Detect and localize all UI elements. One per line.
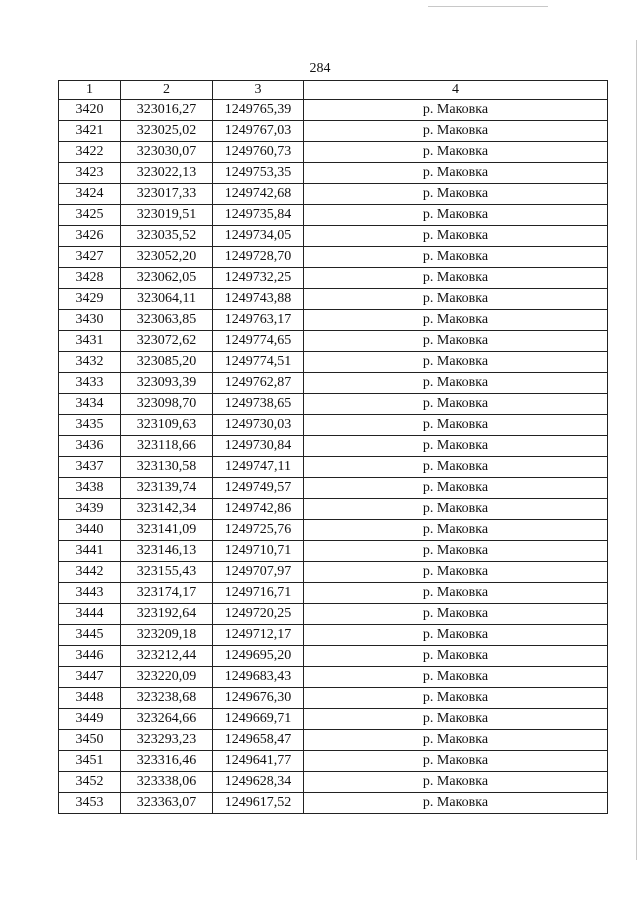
table-row — [59, 289, 608, 310]
cell-point-number: 3428 — [59, 268, 121, 289]
cell-point-number: 3448 — [59, 688, 121, 709]
cell-object-name: р. Маковка — [304, 772, 608, 793]
cell-object-name: р. Маковка — [304, 541, 608, 562]
table-row — [59, 163, 608, 184]
cell-x-coordinate: 323316,46 — [121, 751, 213, 772]
cell-object-name: р. Маковка — [304, 583, 608, 604]
cell-y-coordinate: 1249641,77 — [213, 751, 304, 772]
column-header-3: 3 — [213, 81, 304, 100]
cell-y-coordinate: 1249730,84 — [213, 436, 304, 457]
cell-y-coordinate: 1249749,57 — [213, 478, 304, 499]
cell-y-coordinate: 1249695,20 — [213, 646, 304, 667]
cell-y-coordinate: 1249720,25 — [213, 604, 304, 625]
table-row — [59, 394, 608, 415]
table-row — [59, 373, 608, 394]
cell-x-coordinate: 323209,18 — [121, 625, 213, 646]
cell-point-number: 3444 — [59, 604, 121, 625]
cell-point-number: 3421 — [59, 121, 121, 142]
table-row — [59, 583, 608, 604]
cell-y-coordinate: 1249742,86 — [213, 499, 304, 520]
column-header-4: 4 — [304, 81, 608, 100]
cell-y-coordinate: 1249710,71 — [213, 541, 304, 562]
cell-x-coordinate: 323030,07 — [121, 142, 213, 163]
cell-x-coordinate: 323142,34 — [121, 499, 213, 520]
cell-y-coordinate: 1249669,71 — [213, 709, 304, 730]
cell-point-number: 3438 — [59, 478, 121, 499]
table-row — [59, 604, 608, 625]
cell-x-coordinate: 323072,62 — [121, 331, 213, 352]
cell-object-name: р. Маковка — [304, 226, 608, 247]
table-row — [59, 184, 608, 205]
scan-edge-mark-right — [636, 40, 637, 860]
cell-point-number: 3433 — [59, 373, 121, 394]
table-row — [59, 226, 608, 247]
cell-object-name: р. Маковка — [304, 646, 608, 667]
table-row — [59, 331, 608, 352]
cell-x-coordinate: 323064,11 — [121, 289, 213, 310]
cell-object-name: р. Маковка — [304, 352, 608, 373]
table-row — [59, 667, 608, 688]
cell-y-coordinate: 1249716,71 — [213, 583, 304, 604]
cell-object-name: р. Маковка — [304, 142, 608, 163]
cell-y-coordinate: 1249628,34 — [213, 772, 304, 793]
cell-point-number: 3436 — [59, 436, 121, 457]
cell-point-number: 3440 — [59, 520, 121, 541]
cell-x-coordinate: 323035,52 — [121, 226, 213, 247]
table-row — [59, 646, 608, 667]
cell-point-number: 3424 — [59, 184, 121, 205]
table-row — [59, 478, 608, 499]
cell-y-coordinate: 1249735,84 — [213, 205, 304, 226]
table-row — [59, 247, 608, 268]
scan-edge-mark-top — [428, 6, 548, 7]
cell-y-coordinate: 1249760,73 — [213, 142, 304, 163]
cell-y-coordinate: 1249774,65 — [213, 331, 304, 352]
coordinates-table — [58, 80, 608, 814]
table-row — [59, 730, 608, 751]
cell-y-coordinate: 1249725,76 — [213, 520, 304, 541]
page-number: 284 — [309, 61, 331, 76]
table-row — [59, 751, 608, 772]
cell-point-number: 3427 — [59, 247, 121, 268]
cell-point-number: 3439 — [59, 499, 121, 520]
cell-y-coordinate: 1249753,35 — [213, 163, 304, 184]
cell-x-coordinate: 323363,07 — [121, 793, 213, 814]
cell-point-number: 3451 — [59, 751, 121, 772]
cell-point-number: 3450 — [59, 730, 121, 751]
table-row — [59, 415, 608, 436]
cell-object-name: р. Маковка — [304, 520, 608, 541]
cell-object-name: р. Маковка — [304, 499, 608, 520]
cell-x-coordinate: 323025,02 — [121, 121, 213, 142]
cell-x-coordinate: 323130,58 — [121, 457, 213, 478]
cell-y-coordinate: 1249747,11 — [213, 457, 304, 478]
cell-object-name: р. Маковка — [304, 667, 608, 688]
cell-y-coordinate: 1249774,51 — [213, 352, 304, 373]
cell-point-number: 3432 — [59, 352, 121, 373]
cell-x-coordinate: 323238,68 — [121, 688, 213, 709]
cell-object-name: р. Маковка — [304, 331, 608, 352]
cell-object-name: р. Маковка — [304, 373, 608, 394]
cell-x-coordinate: 323085,20 — [121, 352, 213, 373]
cell-x-coordinate: 323155,43 — [121, 562, 213, 583]
cell-object-name: р. Маковка — [304, 121, 608, 142]
cell-y-coordinate: 1249738,65 — [213, 394, 304, 415]
cell-object-name: р. Маковка — [304, 394, 608, 415]
cell-object-name: р. Маковка — [304, 478, 608, 499]
cell-x-coordinate: 323109,63 — [121, 415, 213, 436]
table-row — [59, 625, 608, 646]
cell-y-coordinate: 1249728,70 — [213, 247, 304, 268]
cell-point-number: 3423 — [59, 163, 121, 184]
cell-x-coordinate: 323139,74 — [121, 478, 213, 499]
cell-point-number: 3449 — [59, 709, 121, 730]
cell-x-coordinate: 323022,13 — [121, 163, 213, 184]
cell-y-coordinate: 1249730,03 — [213, 415, 304, 436]
cell-y-coordinate: 1249676,30 — [213, 688, 304, 709]
table-row — [59, 793, 608, 814]
cell-object-name: р. Маковка — [304, 625, 608, 646]
cell-object-name: р. Маковка — [304, 709, 608, 730]
cell-point-number: 3442 — [59, 562, 121, 583]
cell-y-coordinate: 1249734,05 — [213, 226, 304, 247]
cell-x-coordinate: 323141,09 — [121, 520, 213, 541]
cell-x-coordinate: 323220,09 — [121, 667, 213, 688]
cell-object-name: р. Маковка — [304, 247, 608, 268]
table-header — [59, 81, 608, 100]
cell-object-name: р. Маковка — [304, 268, 608, 289]
cell-object-name: р. Маковка — [304, 310, 608, 331]
cell-point-number: 3420 — [59, 100, 121, 121]
cell-object-name: р. Маковка — [304, 751, 608, 772]
cell-object-name: р. Маковка — [304, 100, 608, 121]
cell-x-coordinate: 323093,39 — [121, 373, 213, 394]
cell-point-number: 3426 — [59, 226, 121, 247]
cell-x-coordinate: 323293,23 — [121, 730, 213, 751]
table-row — [59, 499, 608, 520]
cell-point-number: 3441 — [59, 541, 121, 562]
cell-y-coordinate: 1249732,25 — [213, 268, 304, 289]
table-row — [59, 709, 608, 730]
cell-x-coordinate: 323264,66 — [121, 709, 213, 730]
table-body — [59, 100, 608, 814]
cell-y-coordinate: 1249712,17 — [213, 625, 304, 646]
table-row — [59, 121, 608, 142]
cell-point-number: 3425 — [59, 205, 121, 226]
cell-point-number: 3429 — [59, 289, 121, 310]
cell-point-number: 3447 — [59, 667, 121, 688]
cell-x-coordinate: 323174,17 — [121, 583, 213, 604]
cell-object-name: р. Маковка — [304, 793, 608, 814]
cell-point-number: 3437 — [59, 457, 121, 478]
cell-y-coordinate: 1249743,88 — [213, 289, 304, 310]
cell-object-name: р. Маковка — [304, 436, 608, 457]
table-row — [59, 352, 608, 373]
cell-point-number: 3443 — [59, 583, 121, 604]
table-row — [59, 772, 608, 793]
column-header-2: 2 — [121, 81, 213, 100]
cell-point-number: 3453 — [59, 793, 121, 814]
cell-x-coordinate: 323192,64 — [121, 604, 213, 625]
cell-x-coordinate: 323019,51 — [121, 205, 213, 226]
cell-x-coordinate: 323017,33 — [121, 184, 213, 205]
cell-object-name: р. Маковка — [304, 457, 608, 478]
cell-point-number: 3452 — [59, 772, 121, 793]
cell-y-coordinate: 1249658,47 — [213, 730, 304, 751]
header-row — [59, 81, 608, 100]
cell-y-coordinate: 1249742,68 — [213, 184, 304, 205]
cell-x-coordinate: 323062,05 — [121, 268, 213, 289]
cell-object-name: р. Маковка — [304, 688, 608, 709]
cell-y-coordinate: 1249765,39 — [213, 100, 304, 121]
cell-object-name: р. Маковка — [304, 163, 608, 184]
cell-x-coordinate: 323016,27 — [121, 100, 213, 121]
cell-point-number: 3430 — [59, 310, 121, 331]
cell-y-coordinate: 1249707,97 — [213, 562, 304, 583]
cell-x-coordinate: 323098,70 — [121, 394, 213, 415]
cell-object-name: р. Маковка — [304, 289, 608, 310]
cell-object-name: р. Маковка — [304, 562, 608, 583]
table-row — [59, 268, 608, 289]
cell-object-name: р. Маковка — [304, 205, 608, 226]
cell-object-name: р. Маковка — [304, 184, 608, 205]
table-row — [59, 520, 608, 541]
table-row — [59, 436, 608, 457]
cell-y-coordinate: 1249767,03 — [213, 121, 304, 142]
cell-point-number: 3446 — [59, 646, 121, 667]
cell-point-number: 3435 — [59, 415, 121, 436]
cell-point-number: 3422 — [59, 142, 121, 163]
table-row — [59, 142, 608, 163]
cell-point-number: 3434 — [59, 394, 121, 415]
table-row — [59, 205, 608, 226]
cell-object-name: р. Маковка — [304, 604, 608, 625]
cell-x-coordinate: 323338,06 — [121, 772, 213, 793]
table-row — [59, 457, 608, 478]
column-header-1: 1 — [59, 81, 121, 100]
cell-object-name: р. Маковка — [304, 730, 608, 751]
cell-point-number: 3431 — [59, 331, 121, 352]
cell-x-coordinate: 323146,13 — [121, 541, 213, 562]
cell-y-coordinate: 1249617,52 — [213, 793, 304, 814]
cell-point-number: 3445 — [59, 625, 121, 646]
cell-x-coordinate: 323212,44 — [121, 646, 213, 667]
cell-y-coordinate: 1249683,43 — [213, 667, 304, 688]
cell-y-coordinate: 1249762,87 — [213, 373, 304, 394]
cell-x-coordinate: 323063,85 — [121, 310, 213, 331]
table-row — [59, 541, 608, 562]
cell-object-name: р. Маковка — [304, 415, 608, 436]
table-row — [59, 100, 608, 121]
table-row — [59, 688, 608, 709]
cell-x-coordinate: 323052,20 — [121, 247, 213, 268]
cell-x-coordinate: 323118,66 — [121, 436, 213, 457]
cell-y-coordinate: 1249763,17 — [213, 310, 304, 331]
table-row — [59, 562, 608, 583]
table-row — [59, 310, 608, 331]
